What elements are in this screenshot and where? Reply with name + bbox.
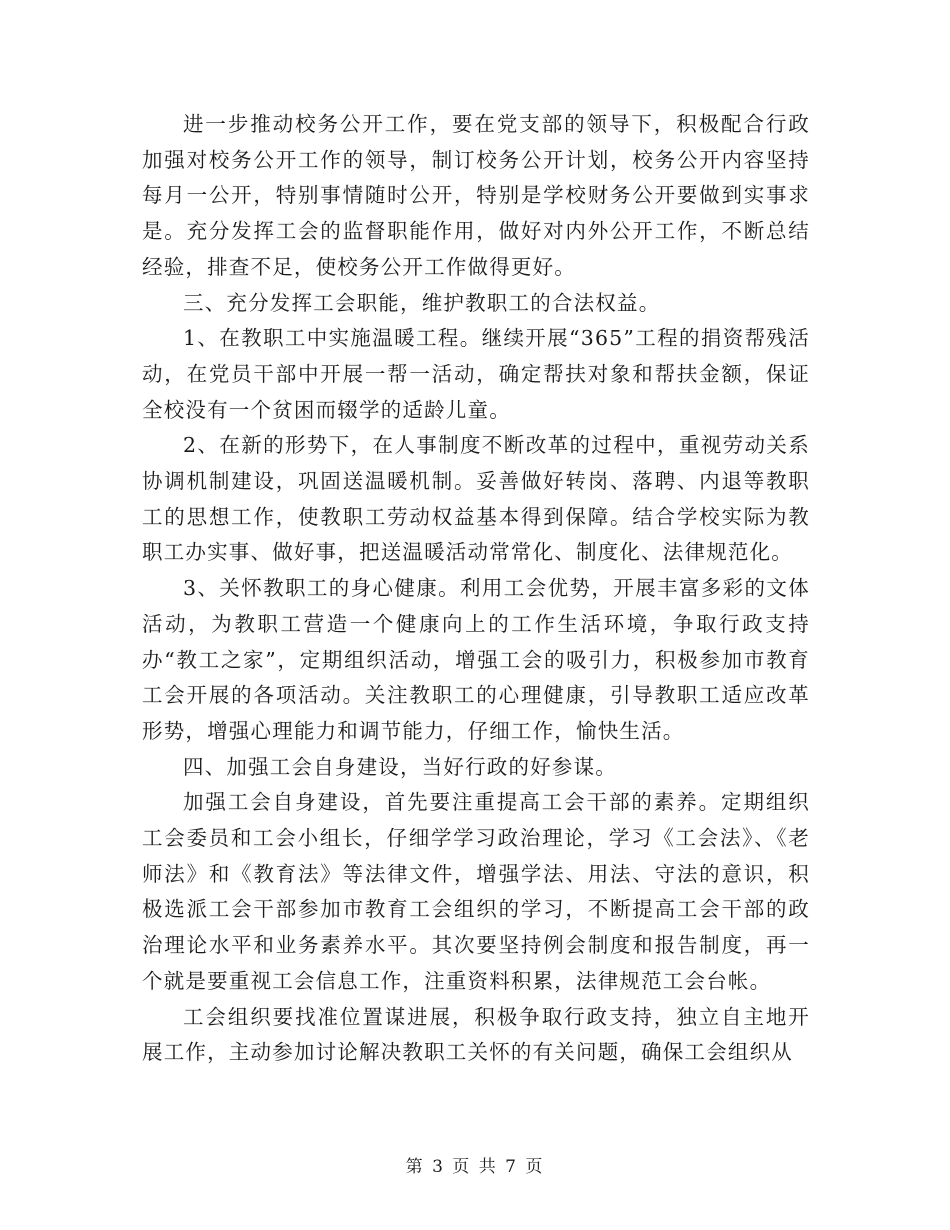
paragraph-item-2: 2、在新的形势下，在人事制度不断改革的过程中，重视劳动关系协调机制建设，巩固送温暖机制。妥善做好转岗、落聘、内退等教职工的思想工作，使教职工劳动权益基本得到保障。结合学校实际为教职工办实事、做好事，把送温暖活动常常化、制度化、法律规范化。 bbox=[142, 433, 810, 565]
paragraph-item-1: 1、在教职工中实施温暖工程。继续开展“365”工程的捐资帮残活动，在党员干部中开展一帮一活动，确定帮扶对象和帮扶金额，保证全校没有一个贫困而辍学的适龄儿童。 bbox=[142, 326, 810, 422]
paragraph-union-positioning: 工会组织要找准位置谋进展，积极争取行政支持，独立自主地开展工作，主动参加讨论解决教职工关怀的有关问题，确保工会组织从 bbox=[142, 1004, 810, 1065]
heading-section-four: 四、加强工会自身建设，当好行政的好参谋。 bbox=[183, 754, 617, 779]
document-page bbox=[142, 107, 810, 1071]
paragraph-union-building: 加强工会自身建设，首先要注重提高工会干部的素养。定期组织工会委员和工会小组长，仔细学学习政治理论，学习《工会法》、《老师法》和《教育法》等法律文件，增强学法、用法、守法的意识，积极选派工会干部参加市教育工会组织的学习，不断提高工会干部的政治理论水平和业务素养水平。其次要坚持例会制度和报告制度，再一个就是要重视工会信息工作，注重资料积累，法律规范工会台帐。 bbox=[142, 790, 810, 993]
paragraph-item-3: 3、关怀教职工的身心健康。利用工会优势，开展丰富多彩的文体活动，为教职工营造一个健康向上的工作生活环境，争取行政支持办“教工之家”，定期组织活动，增强工会的吸引力，积极参加市教育工会开展的各项活动。关注教职工的心理健康，引导教职工适应改革形势，增强心理能力和调节能力，仔细工作，愉快生活。 bbox=[142, 576, 810, 743]
heading-section-three: 三、充分发挥工会职能，维护教职工的合法权益。 bbox=[183, 290, 661, 315]
page-footer: 第 3 页 共 7 页 bbox=[405, 1157, 545, 1177]
paragraph-school-affairs: 进一步推动校务公开工作，要在党支部的领导下，积极配合行政加强对校务公开工作的领导，制订校务公开计划，校务公开内容坚持每月一公开，特别事情随时公开，特别是学校财务公开要做到实事求是。充分发挥工会的监督职能作用，做好对内外公开工作，不断总结经验，排查不足，使校务公开工作做得更好。 bbox=[142, 112, 810, 279]
